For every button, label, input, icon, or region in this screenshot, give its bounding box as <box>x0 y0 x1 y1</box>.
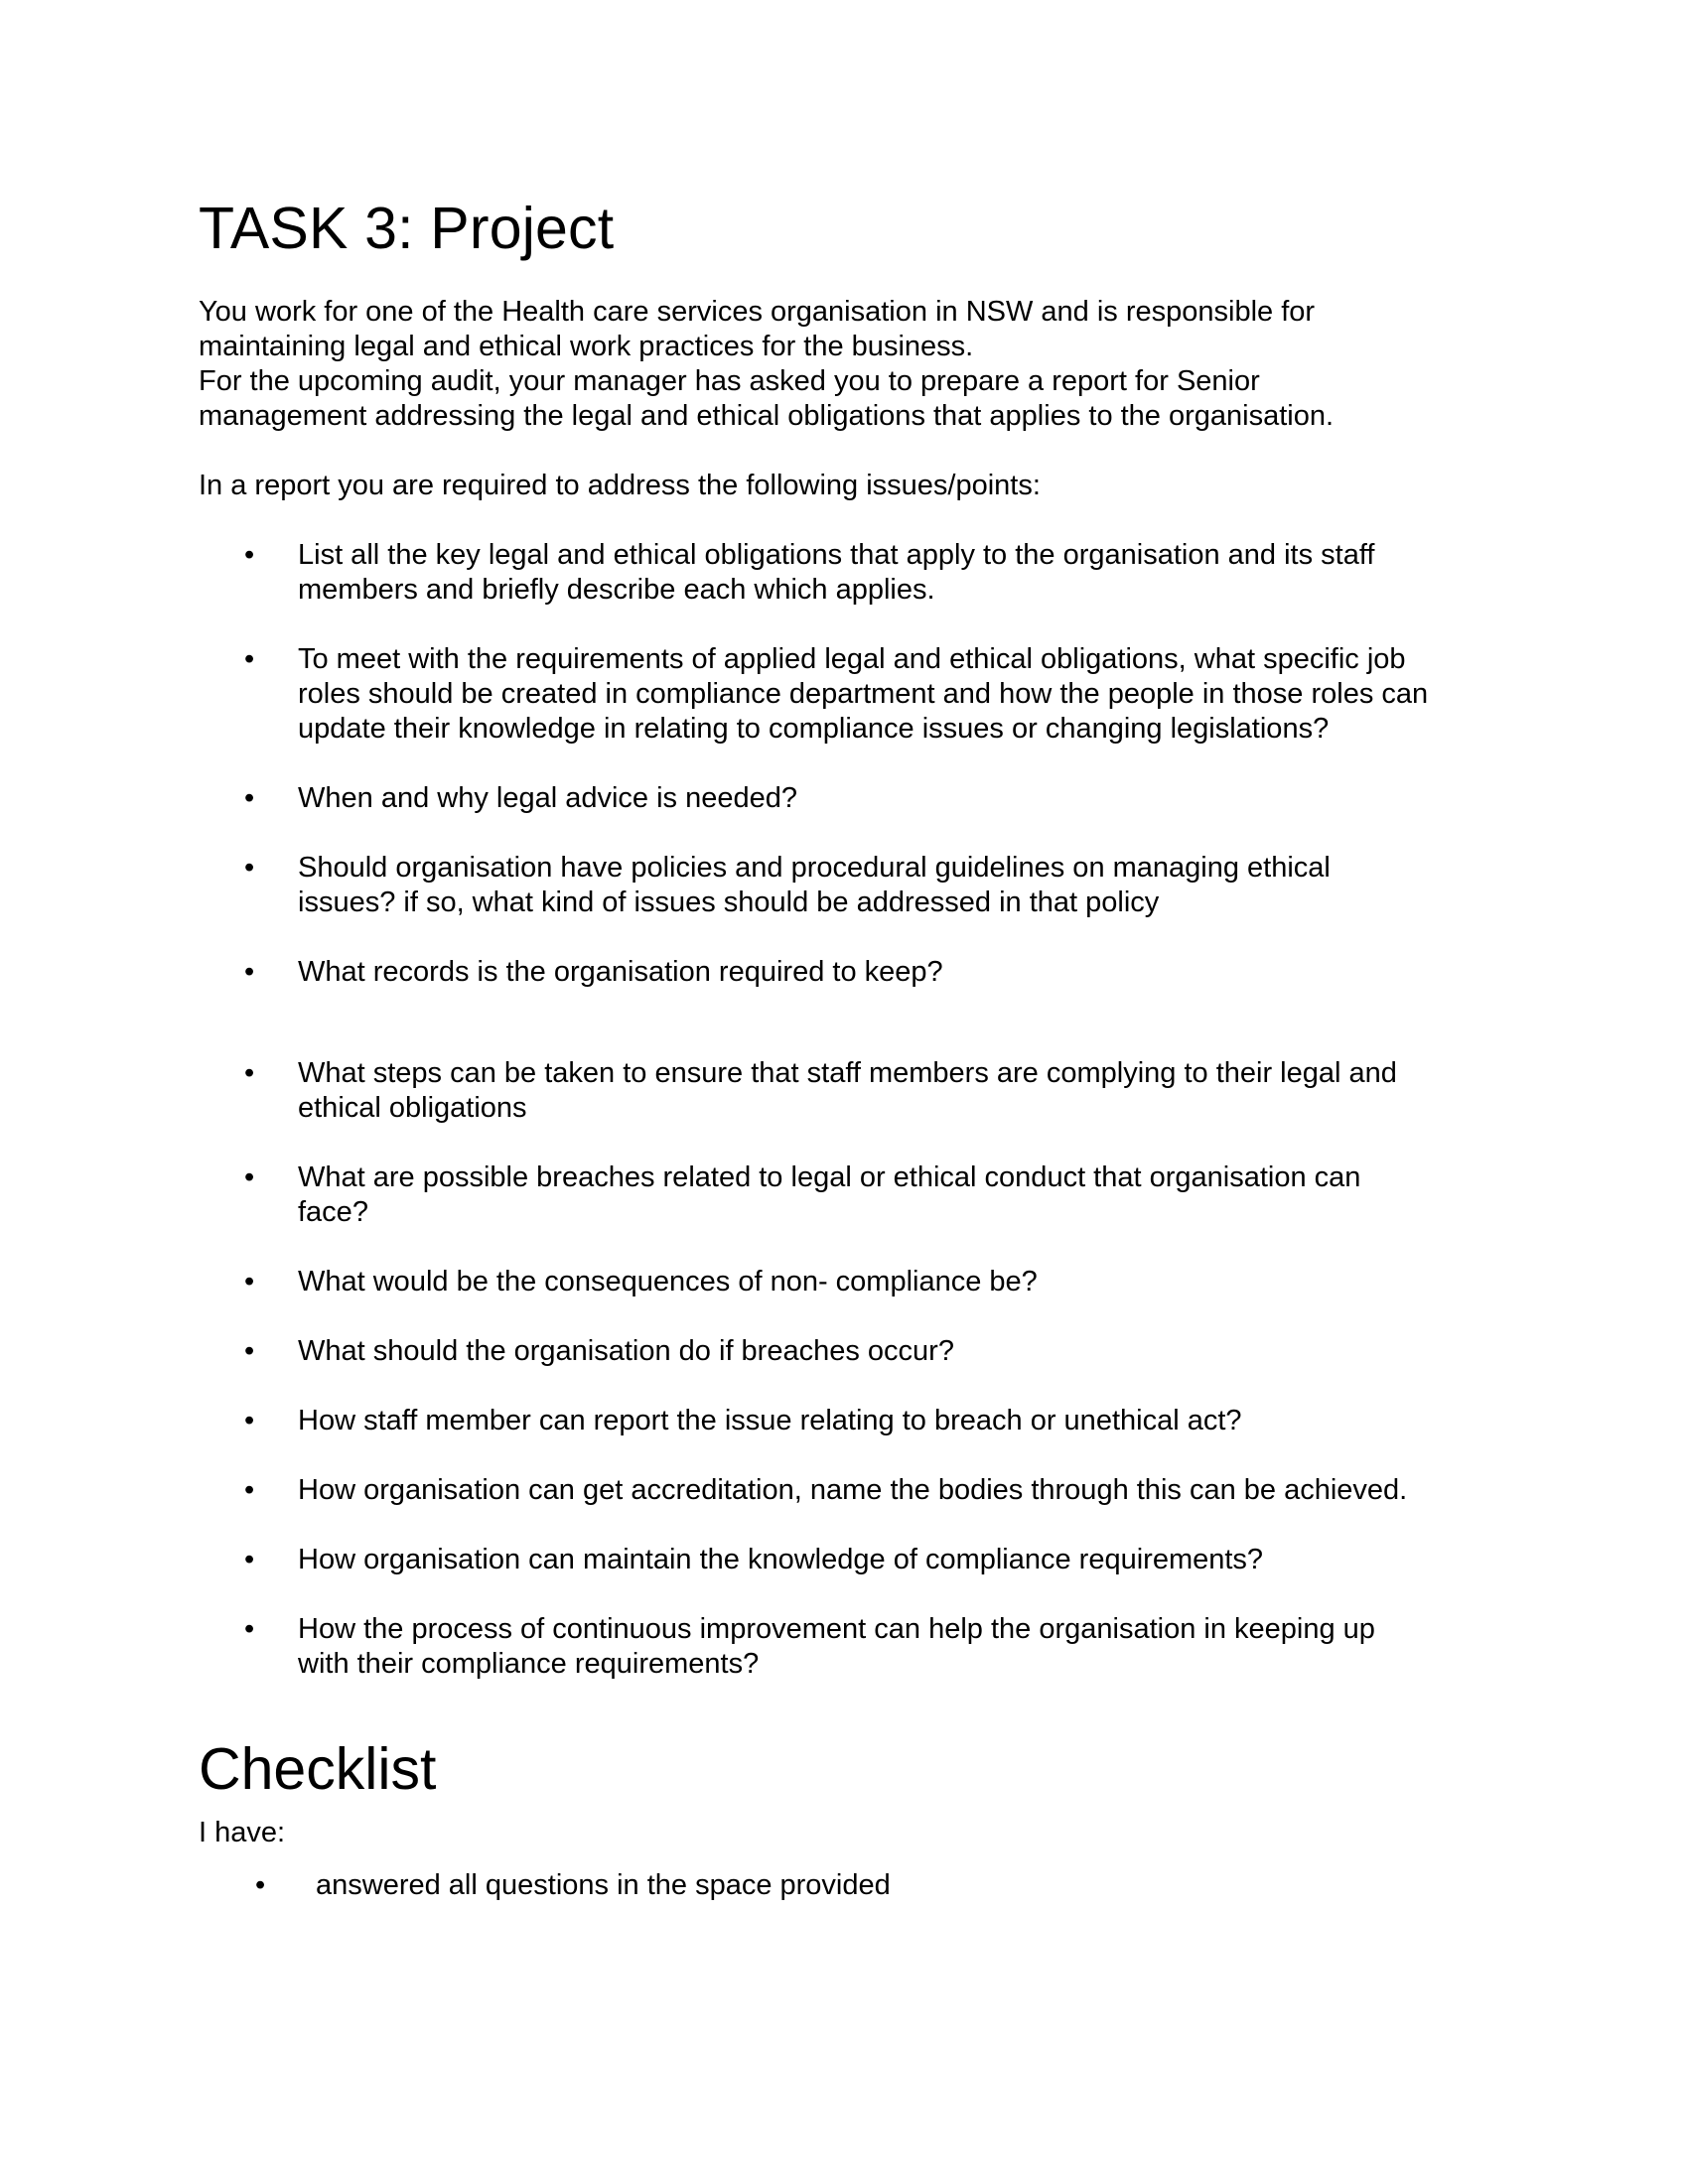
bullet-icon: • <box>244 1161 255 1193</box>
intro-line: maintaining legal and ethical work practices for the business. <box>199 331 974 362</box>
intro-line: management addressing the legal and ethical obligations that applies to the organisation. <box>199 400 1335 432</box>
checklist-list <box>199 1868 1529 1903</box>
bullet-icon: • <box>244 1474 255 1506</box>
list-item: • How organisation can maintain the knowledge of compliance requirements? <box>244 1544 1264 1575</box>
bullet-icon: • <box>244 1544 255 1575</box>
intro-line: You work for one of the Health care services organisation in NSW and is responsible for <box>199 296 1316 328</box>
bullet-icon: • <box>244 782 255 814</box>
list-item: • List all the key legal and ethical obligations that apply to the organisation and its staff members and briefly describe each which applies. <box>244 539 1375 606</box>
list-item: • To meet with the requirements of applied legal and ethical obligations, what specific job roles should be created in compliance department and how the people in those roles can update their knowledge in relating to compliance issues or changing legislations? <box>244 643 1429 745</box>
points-list <box>199 538 1529 1682</box>
bullet-icon: • <box>244 539 255 571</box>
list-item: • How the process of continuous improvement can help the organisation in keeping up with their compliance requirements? <box>244 1613 1375 1680</box>
intro-paragraph <box>199 295 1529 434</box>
list-item: • How staff member can report the issue relating to breach or unethical act? <box>244 1405 1242 1436</box>
bullet-icon: • <box>244 1613 255 1645</box>
checklist-item: • answered all questions in the space provided <box>255 1869 891 1901</box>
list-item: • What would be the consequences of non- compliance be? <box>244 1266 1038 1297</box>
bullet-icon: • <box>244 1335 255 1367</box>
list-item: • How organisation can get accreditation, name the bodies through this can be achieved. <box>244 1474 1408 1506</box>
list-item: • What are possible breaches related to legal or ethical conduct that organisation can face? <box>244 1161 1361 1228</box>
checklist-subtitle: I have: <box>199 1817 286 1848</box>
bullet-icon: • <box>244 852 255 884</box>
list-item: • Should organisation have policies and procedural guidelines on managing ethical issues? if so, what kind of issues should be addressed in that policy <box>244 852 1331 918</box>
list-item: • What records is the organisation required to keep? <box>244 956 943 988</box>
bullet-icon: • <box>255 1869 266 1901</box>
checklist-title: Checklist <box>199 1736 437 1802</box>
list-item: • When and why legal advice is needed? <box>244 782 797 814</box>
task-title: TASK 3: Project <box>199 196 615 261</box>
bullet-icon: • <box>244 956 255 988</box>
document-page <box>199 194 1529 1903</box>
bullet-icon: • <box>244 1405 255 1436</box>
list-item: • What should the organisation do if breaches occur? <box>244 1335 954 1367</box>
bullet-icon: • <box>244 643 255 675</box>
bullet-icon: • <box>244 1057 255 1089</box>
bullet-icon: • <box>244 1266 255 1297</box>
list-item: • What steps can be taken to ensure that staff members are complying to their legal and ethical obligations <box>244 1057 1397 1124</box>
intro-line: For the upcoming audit, your manager has asked you to prepare a report for Senior <box>199 365 1260 397</box>
lead-text: In a report you are required to address the following issues/points: <box>199 470 1041 501</box>
